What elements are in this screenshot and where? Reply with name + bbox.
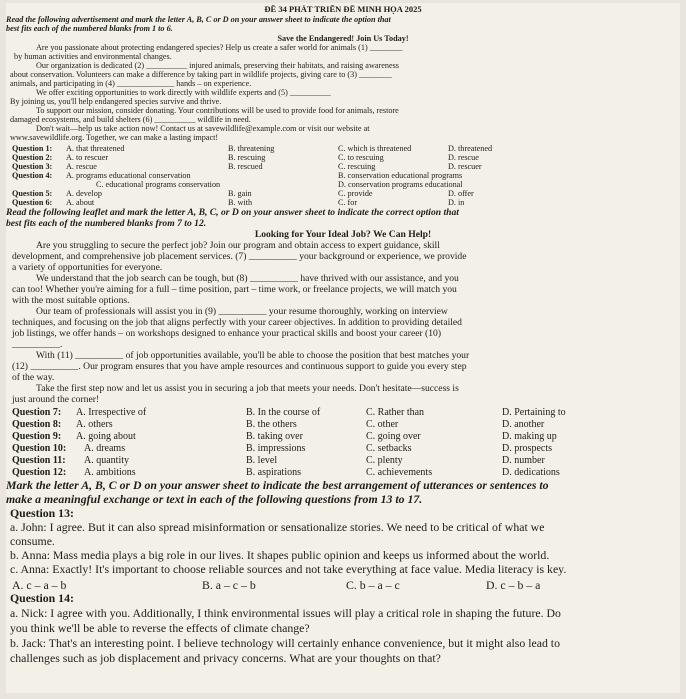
- part1-title: Save the Endangered! Join Us Today!: [277, 35, 409, 43]
- option-b[interactable]: B. gain: [228, 189, 252, 198]
- option-c[interactable]: C. rescuing: [338, 162, 376, 171]
- option-c[interactable]: C. Rather than: [366, 407, 425, 418]
- option-d[interactable]: D. making up: [502, 431, 557, 442]
- question-label: Question 1:: [12, 144, 53, 153]
- question-label: Question 4:: [12, 171, 53, 180]
- option-a[interactable]: A. to rescuer: [66, 153, 109, 162]
- question-label: Question 7:: [12, 407, 62, 418]
- part1-instruction-2: best fits each of the numbered blanks from 1 to 6.: [6, 25, 173, 33]
- option-b[interactable]: B. In the course of: [246, 407, 321, 418]
- option-c[interactable]: C. going over: [366, 431, 421, 442]
- option-c[interactable]: C. other: [366, 419, 399, 430]
- option-c[interactable]: C. which is threatened: [338, 144, 412, 153]
- option-b[interactable]: B. taking over: [246, 431, 303, 442]
- question-label: Question 9:: [12, 431, 62, 442]
- part2-line: (12) __________. Our program ensures that you have ample resources and continuous support to guide you every step: [12, 362, 467, 372]
- part2-title: Looking for Your Ideal Job? We Can Help!: [254, 230, 432, 240]
- option-a[interactable]: A. programs educational conservation: [66, 171, 191, 180]
- part2-line: with the most suitable options.: [12, 296, 130, 306]
- question-label: Question 10:: [12, 443, 67, 454]
- part1-line: Don't wait—help us take action now! Contact us at savewildlife@example.com or visit our website at: [36, 125, 370, 133]
- question-label: Question 5:: [12, 189, 53, 198]
- part1-line: about conservation. Volunteers can make a difference by taking part in wildlife projects, giving care to (3) ________: [10, 71, 392, 79]
- part2-line: Take the first step now and let us assist you in securing a job that meets your needs. Don't hesitate—success is: [36, 384, 459, 394]
- option-d[interactable]: D. rescuer: [448, 162, 482, 171]
- q13-utterance: a. John: I agree. But it can also spread misinformation or sensationalize stories. We need to be critical of what we: [10, 522, 545, 534]
- option-d[interactable]: D. rescue: [448, 153, 479, 162]
- q13-utterance: b. Anna: Mass media plays a big role in our lives. It shapes public opinion and keeps us informed about the world.: [10, 550, 550, 562]
- q14-utterance: a. Nick: I agree with you. Additionally, I think environmental issues will play a critical role in shaping the future. Do: [10, 608, 561, 620]
- part2-instruction-2: best fits each of the numbered blanks from 7 to 12.: [6, 219, 207, 229]
- exam-page: [6, 3, 680, 693]
- option-b[interactable]: B. a – c – b: [202, 578, 256, 592]
- part1-line: animals, and participating in (4) ______________ hands – on experience.: [10, 80, 252, 88]
- part2-line: job listings, we offer hands – on workshops designed to enhance your practical skills and boost your career (10): [12, 329, 442, 339]
- question-14-label: Question 14:: [10, 593, 74, 605]
- part2-line: We understand that the job search can be tough, but (8) __________ have thrived with our assistance, and you: [36, 274, 459, 284]
- q13-utterance: consume.: [10, 536, 55, 548]
- option-a[interactable]: A. rescue: [66, 162, 97, 171]
- option-a[interactable]: A. others: [76, 419, 113, 430]
- option-d[interactable]: D. conservation programs educational: [338, 180, 463, 189]
- part2-line: can too! Whether you're aiming for a full – time position, part – time work, or freelance projects, we will match you: [12, 285, 457, 295]
- option-c[interactable]: C. to rescuing: [338, 153, 384, 162]
- option-d[interactable]: D. offer: [448, 189, 474, 198]
- part2-line: just around the corner!: [12, 395, 100, 405]
- part2-line: __________.: [12, 340, 63, 350]
- part2-line: techniques, and focusing on the job that aligns perfectly with your career objectives. In addition to providing detailed: [12, 318, 462, 328]
- option-b[interactable]: B. threatening: [228, 144, 275, 153]
- part1-line: damaged ecosystems, and build shelters (6) __________ wildlife in need.: [10, 116, 251, 124]
- option-c[interactable]: C. provide: [338, 189, 373, 198]
- option-d[interactable]: D. c – b – a: [486, 578, 541, 592]
- question-label: Question 3:: [12, 162, 53, 171]
- exam-header: ĐỀ 34 PHÁT TRIỂN ĐỀ MINH HỌA 2025: [264, 5, 422, 14]
- question-13-label: Question 13:: [10, 508, 74, 520]
- part1-instruction-1: Read the following advertisement and mark the letter A, B, C or D on your answer sheet to indicate the option that: [6, 16, 391, 24]
- option-a[interactable]: A. about: [66, 198, 95, 207]
- part1-line: We offer exciting opportunities to work directly with wildlife experts and (5) __________: [36, 89, 331, 97]
- option-b[interactable]: B. impressions: [246, 443, 306, 454]
- part2-line: Our team of professionals will assist you in (9) __________ your resume thoroughly, working on interview: [36, 307, 448, 317]
- part1-line: Our organization is dedicated (2) __________ injured animals, preserving their habitats, and raising awareness: [36, 62, 399, 70]
- option-a[interactable]: A. that threatened: [66, 144, 125, 153]
- part3-instruction-1: Mark the letter A, B, C or D on your answer sheet to indicate the best arrangement of utterances or sentences to: [6, 480, 549, 492]
- option-d[interactable]: D. threatened: [448, 144, 493, 153]
- part1-line: by human activities and environmental changes.: [14, 53, 172, 61]
- option-b[interactable]: B. rescued: [228, 162, 263, 171]
- option-c[interactable]: B. conservation educational programs: [338, 171, 463, 180]
- part1-line: By joining us, you'll help endangered species survive and thrive.: [10, 98, 222, 106]
- option-d[interactable]: D. number: [502, 455, 545, 466]
- option-a[interactable]: A. c – a – b: [12, 578, 67, 592]
- option-b[interactable]: B. the others: [246, 419, 297, 430]
- question-label: Question 6:: [12, 198, 53, 207]
- option-a[interactable]: A. ambitions: [84, 467, 136, 478]
- q14-utterance: b. Jack: That's an interesting point. I believe technology will certainly enhance convenience, but it might also lead to: [10, 638, 560, 650]
- option-a[interactable]: A. quantity: [84, 455, 129, 466]
- option-c[interactable]: C. achievements: [366, 467, 433, 478]
- q14-utterance: you think we'll be able to reverse the effects of climate change?: [10, 623, 310, 635]
- q14-utterance: challenges such as job displacement and privacy concerns. What are your thoughts on that?: [10, 653, 441, 665]
- part2-line: of the way.: [12, 373, 55, 383]
- option-c[interactable]: C. setbacks: [366, 443, 412, 454]
- part2-line: a variety of opportunities for everyone.: [12, 263, 163, 273]
- option-b[interactable]: B. aspirations: [246, 467, 301, 478]
- option-c[interactable]: C. for: [338, 198, 358, 207]
- part1-line: Are you passionate about protecting endangered species? Help us create a safer world for animals (1) ________: [36, 44, 403, 52]
- option-d[interactable]: D. another: [502, 419, 545, 430]
- question-label: Question 2:: [12, 153, 53, 162]
- part2-line: Are you struggling to secure the perfect job? Join our program and obtain access to expert guidance, skill: [36, 241, 440, 251]
- option-d[interactable]: D. dedications: [502, 467, 560, 478]
- q13-utterance: c. Anna: Exactly! It's important to choose reliable sources and not take everything at face value. Media literacy is key.: [10, 564, 567, 576]
- option-a[interactable]: A. Irrespective of: [76, 407, 147, 418]
- option-b[interactable]: B. level: [246, 455, 278, 466]
- option-d[interactable]: D. in: [448, 198, 465, 207]
- part2-instruction-1: Read the following leaflet and mark the letter A, B, C, or D on your answer sheet to indicate the correct option that: [6, 208, 459, 218]
- part1-line: www.savewildlife.org. Together, we can make a lasting impact!: [10, 134, 219, 142]
- option-b[interactable]: C. educational programs conservation: [96, 180, 221, 189]
- option-c[interactable]: C. plenty: [366, 455, 403, 466]
- part1-line: To support our mission, consider donating. Your contributions will be used to provide food for animals, restore: [36, 107, 399, 115]
- part3-instruction-2: make a meaningful exchange or text in each of the following questions from 13 to 17.: [6, 494, 423, 506]
- option-b[interactable]: B. with: [228, 198, 253, 207]
- option-a[interactable]: A. going about: [76, 431, 136, 442]
- option-b[interactable]: B. rescuing: [228, 153, 266, 162]
- question-label: Question 11:: [12, 455, 66, 466]
- option-a[interactable]: A. develop: [66, 189, 102, 198]
- option-d[interactable]: D. Pertaining to: [502, 407, 566, 418]
- option-c[interactable]: C. b – a – c: [346, 578, 400, 592]
- option-a[interactable]: A. dreams: [84, 443, 126, 454]
- part2-line: development, and comprehensive job placement services. (7) __________ your background or experience, we provide: [12, 252, 467, 262]
- option-d[interactable]: D. prospects: [502, 443, 552, 454]
- question-label: Question 12:: [12, 467, 67, 478]
- part2-line: With (11) __________ of job opportunities available, you'll be able to choose the position that best matches your: [36, 351, 470, 361]
- question-label: Question 8:: [12, 419, 62, 430]
